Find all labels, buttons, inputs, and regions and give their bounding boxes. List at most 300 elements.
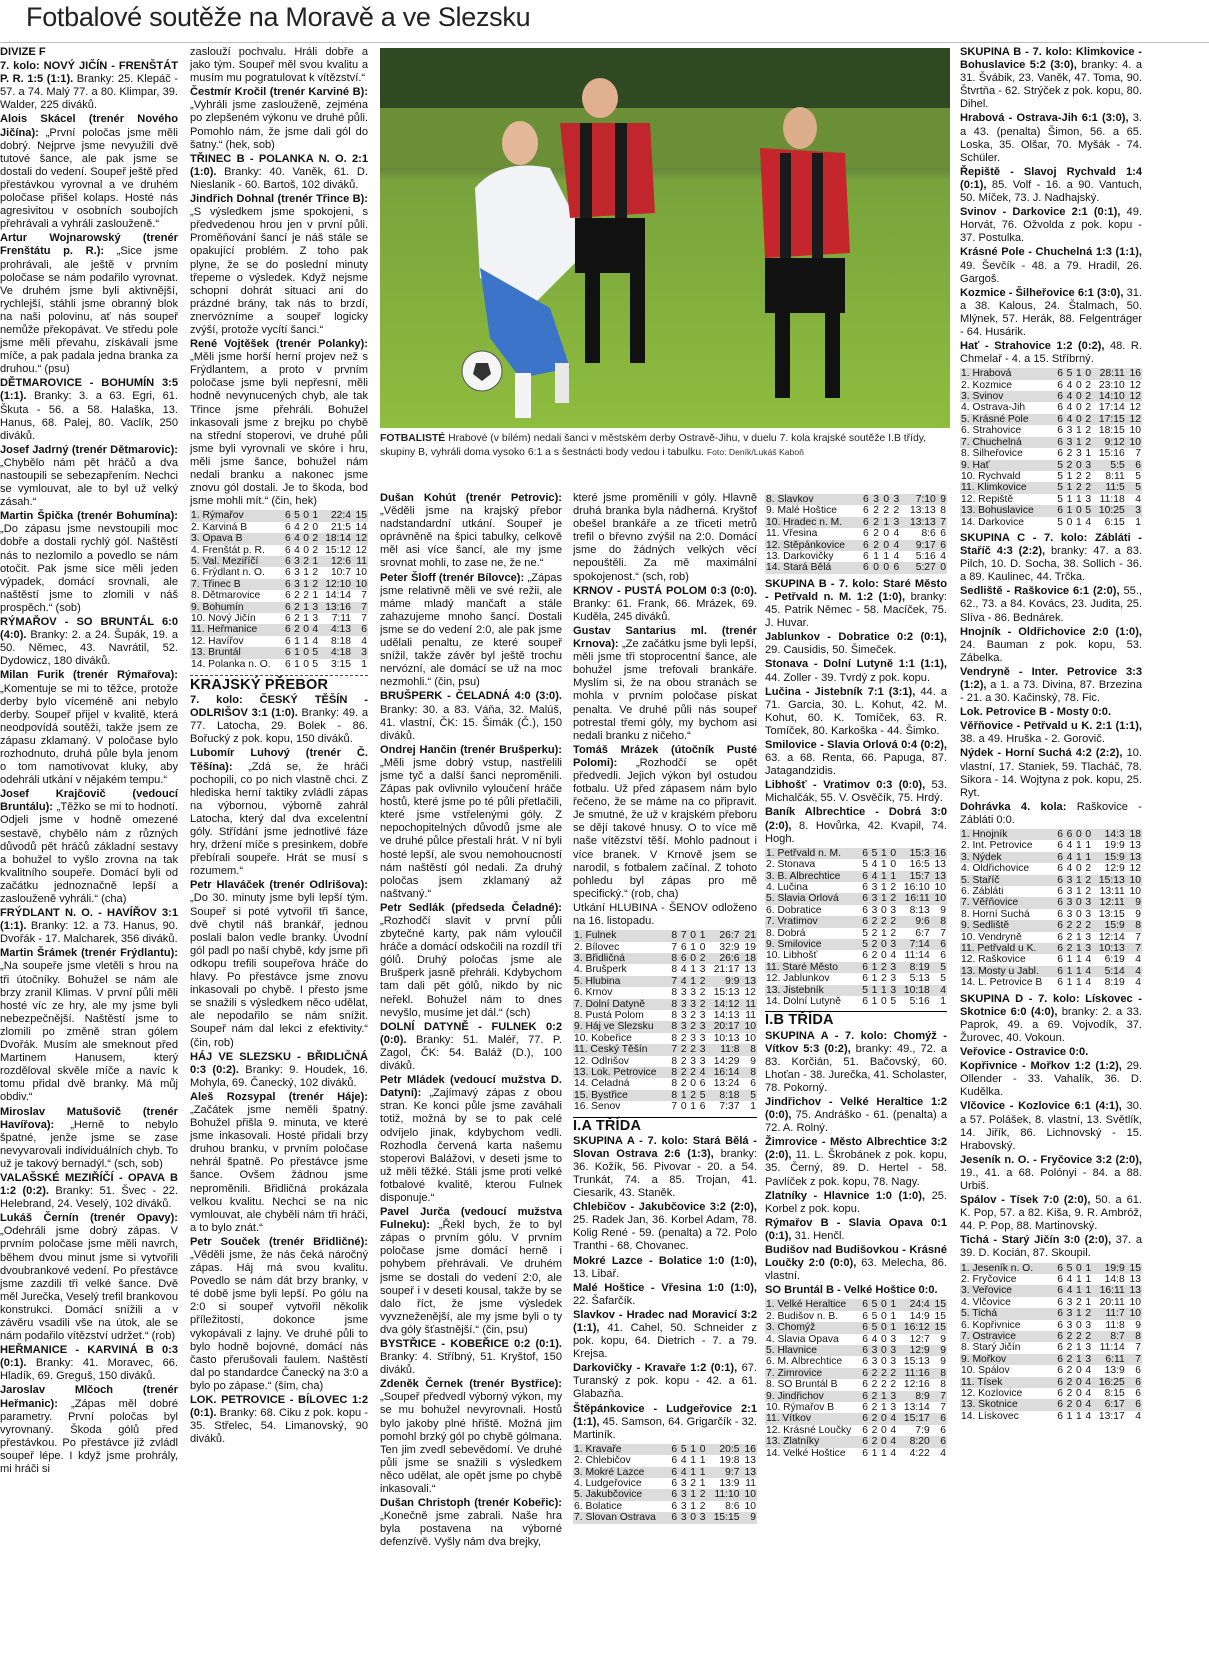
stat-cell: 6 — [1057, 977, 1063, 989]
stat-cell: 15 — [1126, 1263, 1142, 1274]
body-text: „Konečně jsme zabrali. Naše hra byla postavena na výborné defenzívě. Vyšly nám dva brejky, — [380, 1510, 562, 1549]
column-5-text — [765, 578, 947, 846]
stat-cell: 4 — [940, 1447, 946, 1459]
stat-cell: 4 — [890, 1447, 897, 1459]
stat-cell: 3 — [890, 517, 900, 528]
lead-text: Smilovice - Slavia Orlová 0:4 (0:2), — [765, 738, 947, 751]
lead-text: Slavkov - Hradec nad Moravicí 3:2 (1:1), — [573, 1308, 757, 1334]
table-divize-f — [190, 510, 368, 670]
article-paragraph — [380, 1338, 562, 1377]
body-text: „Herně to nebylo špatné, jenže jsme se zase nevyvarovali individuálních chyb. To už je takový bernadýl.“ (sch, sob) — [0, 1118, 178, 1170]
stat-cell: 2 — [871, 1424, 878, 1436]
table-row — [960, 943, 1142, 954]
stat-cell: 2 — [880, 973, 887, 985]
table-row — [960, 380, 1142, 391]
article-paragraph — [0, 669, 178, 787]
stat-cell: 6 — [283, 624, 292, 635]
stat-cell: 0 — [888, 848, 897, 859]
article-paragraph — [960, 626, 1142, 665]
stat-cell: 3 — [1085, 931, 1092, 943]
stat-cell: 8 — [671, 1078, 678, 1090]
table-row — [573, 999, 757, 1010]
stat-cell: 1 — [1083, 1263, 1092, 1274]
body-text: „Rozhodčí se opět předvedli. Jejich výkon byl ostudou fotbalu. Už před zápasem nám bylo řečeno, že se máme na co připravit. Je smutné, že už v krajském přeboru se dějí takové hnusy. O to více mě naše vítězství těší. Mohlo padnout i více branek. V Krnově jsem se narodil, s fotbalem začínal. Z tohoto pohledu byl zápas pro mě specifický.“ (rob, cha) — [573, 756, 757, 900]
lead-text: Vlčovice - Kozlovice 6:1 (4:1), — [960, 1100, 1122, 1113]
stat-cell: 2 — [678, 1044, 687, 1055]
stat-cell: 0 — [688, 953, 697, 964]
stat-cell: 6:15 — [1104, 516, 1125, 528]
article-paragraph — [573, 902, 757, 928]
stat-cell: 1 — [878, 893, 887, 904]
stat-cell: 6 — [1057, 908, 1063, 920]
article-paragraph — [380, 1497, 562, 1549]
stat-cell: 5 — [931, 962, 947, 973]
table-row — [765, 939, 947, 950]
stat-cell: 0 — [878, 1413, 887, 1424]
article-paragraph — [380, 744, 562, 901]
stat-cell: 2 — [303, 521, 309, 533]
table-row — [190, 579, 368, 590]
lead-text: SKUPINA D - 7. kolo: Lískovec - Skotnice 6:0 (4:0), — [960, 992, 1142, 1018]
stat-cell: 11:14 — [1099, 1342, 1125, 1354]
stat-cell: 3 — [888, 939, 897, 950]
team-name-cell: 7. Ostravice — [960, 1331, 1055, 1342]
stat-cell: 0 — [699, 941, 706, 953]
stat-cell: 0 — [1073, 1399, 1082, 1410]
stat-cell: 6 — [862, 1379, 868, 1391]
stat-cell: 10 — [934, 881, 946, 893]
stat-cell: 3 — [678, 1021, 687, 1032]
body-text: 49. Ševčík - 48. a 79. Hradil, 26. Gargoš. — [960, 259, 1142, 285]
table-row — [765, 494, 947, 505]
stat-cell: 4 — [1085, 977, 1092, 989]
lead-text: HEŘMANICE - KARVINÁ B 0:3 (0:1). — [0, 1344, 178, 1370]
stat-cell: 5 — [697, 1090, 706, 1101]
body-text: Branky: 41. Moravec, 66. Hladík, 69. Greguš, 150 diváků. — [0, 1357, 178, 1383]
stat-cell: 2 — [697, 976, 706, 987]
stat-cell: 2 — [1085, 425, 1092, 437]
stat-cell: 14:14 — [325, 590, 351, 602]
team-name-cell: 14. Dolní Lutyně — [766, 996, 841, 1007]
stat-cell: 5 — [890, 996, 897, 1007]
article-paragraph — [960, 706, 1142, 719]
stat-cell: 2 — [871, 927, 878, 939]
stat-cell: 14:29 — [713, 1055, 740, 1067]
caption-lead: FOTBALISTÉ — [380, 433, 446, 444]
stat-cell: 18:14 — [319, 533, 352, 544]
article-paragraph — [765, 1190, 947, 1216]
stat-cell: 8 — [931, 1368, 947, 1379]
lead-text: Jindřichov - Velké Heraltice 1:2 (0:0), — [765, 1095, 947, 1122]
team-name-cell: 11. Heřmanice — [190, 624, 283, 635]
table-row — [960, 437, 1142, 448]
stat-cell: 1 — [1066, 470, 1073, 482]
article-paragraph — [573, 1309, 757, 1361]
stat-cell: 6 — [862, 1402, 868, 1414]
stat-cell: 6 — [862, 1447, 868, 1459]
stat-cell: 3 — [680, 1500, 687, 1512]
stat-cell: 6 — [1057, 886, 1063, 898]
stat-cell: 0 — [878, 1345, 887, 1356]
stat-cell: 3 — [310, 602, 319, 613]
stat-cell: 1 — [690, 1500, 697, 1512]
table-row — [573, 1101, 757, 1112]
stat-cell: 3 — [1066, 425, 1073, 437]
lead-text: Čestmír Kročil (trenér Karviné B): — [190, 86, 368, 99]
table-row — [190, 590, 368, 601]
lead-text: RÝMAŘOV - SO BRUNTÁL 6:0 (4:0). — [0, 616, 178, 642]
stat-cell: 5:27 — [900, 562, 937, 573]
stat-cell: 2 — [873, 505, 879, 517]
stat-cell: 5 — [678, 1444, 687, 1455]
lead-text: Spálov - Tísek 7:0 (2:0), — [960, 1194, 1091, 1207]
article-paragraph — [960, 1154, 1142, 1193]
stat-cell: 0 — [688, 1512, 697, 1523]
stat-cell: 6 — [1055, 1285, 1064, 1296]
stat-cell: 0 — [690, 1078, 697, 1090]
article-paragraph — [380, 690, 562, 742]
lead-text: LOK. PETROVICE - BÍLOVEC 1:2 (0:1). — [190, 1394, 368, 1420]
body-text: Branky: 9. Houdek, 16. Mohyla, 69. Čanecký, 102 diváků. — [190, 1063, 368, 1089]
stat-cell: 12:9 — [897, 1345, 931, 1356]
stat-cell: 4 — [890, 540, 900, 551]
table-row — [190, 533, 368, 544]
team-name-cell: 14. Čeladná — [574, 1078, 630, 1090]
stat-cell: 1 — [690, 1101, 697, 1113]
stat-cell: 3 — [888, 1391, 897, 1402]
stat-cell: 0 — [1083, 368, 1092, 379]
stat-cell: 1 — [690, 964, 697, 976]
stat-cell: 11:16 — [897, 1368, 931, 1379]
stat-cell: 2 — [869, 916, 878, 927]
stat-cell: 0 — [303, 658, 309, 670]
stat-cell: 9 — [740, 1512, 757, 1523]
lead-text: Pavel Jurča (vedoucí mužstva Fulneku): — [380, 1206, 562, 1232]
stat-cell: 3 — [699, 1055, 706, 1067]
table-row — [573, 1044, 757, 1055]
stat-cell: 4 — [1085, 1410, 1092, 1422]
stat-cell: 2 — [697, 1489, 706, 1500]
team-name-cell: 5. Staříč — [960, 875, 1055, 886]
stat-cell: 16:12 — [897, 1322, 931, 1333]
table-row — [765, 517, 947, 528]
stat-cell: 1 — [1083, 852, 1092, 863]
stat-cell: 8 — [940, 505, 946, 517]
body-text: 10. vlastní, 17. Staniek, 59. Tlacháč, 78. Sikora - 14. Wojtyna z pok. kopu, 25. Ryt. — [960, 747, 1142, 799]
stat-cell: 19:9 — [1092, 1263, 1126, 1274]
article-paragraph — [960, 340, 1142, 366]
table-row — [190, 602, 368, 613]
stat-cell: 0 — [880, 1310, 887, 1322]
article-paragraph — [573, 625, 757, 743]
table-row — [960, 1308, 1142, 1319]
stat-cell: 1 — [880, 881, 887, 893]
lead-text: Malé Hoštice - Vřesina 1:0 (1:0), — [573, 1281, 757, 1294]
article-paragraph — [573, 585, 757, 624]
stat-cell: 17:15 — [1092, 414, 1126, 425]
article-paragraph — [960, 720, 1142, 746]
body-text: které jsme proměnili v góly. Hlavně druhá branka byla nádherná. Kryštof obešel brankáře a ze třiceti metrů trefil o břevno zvýšil na 2:0. Domácí jsme do žádných velkých věcí nepouštěli. Za mě maximální spokojenost.“ (sch, rob) — [573, 492, 757, 583]
team-name-cell: 5. Tichá — [960, 1308, 1055, 1319]
stat-cell: 12:10 — [319, 579, 352, 590]
article-paragraph — [380, 572, 562, 690]
stat-cell: 15:17 — [897, 1413, 931, 1424]
team-name-cell: 12. Havířov — [191, 635, 244, 647]
lead-text: Alois Skácel (trenér Nového Jičína): — [0, 113, 178, 139]
stat-cell: 11 — [745, 1478, 756, 1490]
stat-cell: 4 — [1135, 493, 1141, 505]
lead-text: Martin Šrámek (trenér Frýdlantu): — [0, 947, 178, 960]
table-row — [960, 1274, 1142, 1285]
article-paragraph — [190, 1394, 368, 1446]
body-text: 24. Bauman z pok. kopu, 53. Zábelka. — [960, 638, 1142, 664]
column-2-krajsky — [190, 694, 368, 1446]
stat-cell: 13 — [740, 1467, 757, 1478]
stat-cell: 7 — [1135, 931, 1141, 943]
stat-cell: 13 — [934, 859, 946, 871]
stat-cell: 1 — [1073, 1285, 1082, 1296]
table-ib-skupina-b — [960, 368, 1142, 528]
body-text: „Věděli jsme, že nás čeká náročný zápas. Háj má svou kvalitu. Povedlo se nám dát brzy branky, v té době jsme byli lepší. Po gólu na 2:0 si soupeř vytvořil několik příležitostí, dokonce jsme vykopávali z lajny. Ve druhé půli to bylo hodně bojovné, domácí nás často přerušovali faulem. Naštěstí dal po standardce Čanecký na 3:0 a bylo po zápase.“ (šim, cha) — [190, 1249, 368, 1392]
stat-cell: 6 — [1055, 1308, 1064, 1319]
body-text: „První poločas jsme měli dobrý. Nejprve jsme nevyužili dvě tutové šance, ale pak jsme se dostali do vedení. Soupeř ještě před přestávkou vyrovnal a ve druhém poločase přišel kolaps. Hosté nás agresivitou v osobních soubojích přehrávali a vyhráli zaslouženě.“ — [0, 126, 178, 231]
body-text: branky: 4. a 31. Švábik, 23. Vaněk, 47. Toma, 90. Štvrtňa - 62. Strýček z pok. kopu, 80. Dihel. — [960, 59, 1142, 111]
body-text: branky: 45. Patrik Němec - 58. Macíček, 75. J. Huvar. — [765, 590, 947, 630]
lead-text: Věřňovice - Petřvald u K. 2:1 (1:1), — [960, 720, 1142, 733]
table-row — [960, 494, 1142, 505]
stat-cell: 1 — [1085, 840, 1092, 852]
stat-cell: 6 — [1055, 391, 1064, 402]
stat-cell: 26:6 — [706, 953, 740, 964]
stat-cell: 0 — [880, 1424, 887, 1436]
lead-text: Sedliště - Raškovice 6:1 (2:0), — [960, 585, 1120, 598]
stat-cell: 2 — [303, 590, 309, 602]
section-title-krajsky-prebor: KRAJSKÝ PŘEBOR — [190, 676, 329, 693]
stat-cell: 6 — [352, 624, 368, 635]
lead-text: SKUPINA B - 7. kolo: Klimkovice - Bohuslavice 5:2 (3:0), — [960, 46, 1142, 72]
body-text: „Měli jsme dobrý vstup, nastřelili jsme tyč a další šanci neproměnili. Zápas pak ovlivnilo vyloučení hráče hostů, které jsme po té půli přetlačili, které jsme vstřelenými góly. Z nepochopitelných důvodů jsme ale ve druhé půlce přestali hrát. V ní byli hosté lepší, ale svou nemohoucností nám naštěstí gól nedali. Za druhý poločas jsem zklamaný až naštvaný.“ — [380, 756, 562, 900]
table-row — [765, 905, 947, 916]
stat-cell: 0 — [880, 1333, 887, 1345]
stat-cell: 8:7 — [1092, 1331, 1126, 1342]
lead-text: Petr Hlaváček (trenér Odlrišova): — [190, 879, 368, 892]
lead-text: Dušan Christoph (trenér Kobeřic): — [380, 1497, 562, 1510]
stat-cell: 2 — [697, 999, 706, 1010]
team-name-cell: 5. Krásné Pole — [960, 414, 1055, 425]
stat-cell: 10:25 — [1092, 505, 1126, 516]
article-paragraph — [765, 1030, 947, 1095]
stat-cell: 3 — [1083, 1354, 1092, 1365]
body-text: 8. Hovůrka, 42. Kvapil, 74. Hogh. — [765, 819, 947, 845]
stat-cell: 4 — [312, 635, 319, 647]
stat-cell: 6 — [860, 848, 869, 859]
stat-cell: 4 — [1064, 391, 1073, 402]
stat-cell: 1 — [690, 941, 697, 953]
lead-text: Josef Jadrný (trenér Dětmarovic): — [0, 443, 178, 456]
stat-cell: 0 — [880, 996, 887, 1007]
stat-cell: 12:7 — [909, 1333, 930, 1345]
stat-cell: 10 — [1129, 1296, 1141, 1308]
stat-cell: 6 — [860, 517, 870, 528]
stat-cell: 5 — [1083, 505, 1092, 516]
body-text: „Chybělo nám pět hráčů a dva nastoupili se sebezapřením. Nechci se vymlouvat, ale to byl už velký zásah.“ — [0, 456, 178, 509]
stat-cell: 22:4 — [319, 510, 352, 521]
stat-cell: 13:16 — [319, 602, 352, 613]
body-text: „Těžko se mi to hodnotí. Odjeli jsme v hodně omezené sestavě, chybělo nám z různých důvodů pět hráčů základní sestavy a bohužel to vyšlo zrovna na tak kvalitního soupeře. Domácí byli od začátku jednoznačně lepší a zaslouženě vyhráli.“ (cha) — [0, 801, 178, 905]
lead-text: TŘINEC B - POLANKA N. O. 2:1 (1:0). — [190, 152, 368, 178]
team-name-cell: 12. Odlrišov — [574, 1055, 629, 1067]
stat-cell: 2 — [1085, 470, 1092, 482]
stat-cell: 20:17 — [706, 1021, 740, 1032]
team-name-cell: 16. Šenov — [574, 1101, 621, 1113]
stat-cell: 2 — [301, 556, 310, 567]
body-text: zaslouží pochvalu. Hráli dobře a jako tým. Soupeř měl svou kvalitu a musím mu pogratulovat k vítězství.“ — [190, 46, 368, 85]
stat-cell: 32:9 — [719, 941, 740, 953]
stat-cell: 13 — [1126, 1285, 1142, 1296]
team-name-cell: 1. Hrabová — [960, 368, 1055, 379]
team-name-cell: 1. Kravaře — [573, 1444, 669, 1455]
team-name-cell: 6. Bolatice — [574, 1500, 623, 1512]
body-text: „Zdá se, že hráči pochopili, co po nich vlastně chci. Z hlediska herní taktiky zvládli zápas na výbornou, výborně zahrál Latocha, který dal dva excelentní góly. Střídání jsme jednotlivé fáze hry, držení míče s presinkem, dobře přebírali soupeře. Hrát se musí s rozumem.“ — [190, 760, 368, 878]
stat-cell: 6 — [671, 1455, 678, 1467]
stat-cell: 0 — [312, 521, 319, 533]
stat-cell: 7:11 — [331, 612, 351, 624]
stat-cell: 4 — [1085, 954, 1092, 966]
stat-cell: 0 — [1075, 379, 1082, 391]
team-name-cell: 3. B. Albrechtice — [765, 871, 860, 882]
body-text: 29. Ollender - 33. Vahalík, 36. D. Kudělka. — [960, 1060, 1142, 1099]
stat-cell: 3 — [1066, 908, 1073, 920]
team-name-cell: 6. Zábláti — [961, 886, 1004, 898]
stat-cell: 2 — [890, 927, 897, 939]
stat-cell: 4 — [1135, 1410, 1141, 1422]
table-row — [765, 1322, 947, 1333]
stat-cell: 12 — [1129, 863, 1141, 875]
table-row — [960, 920, 1142, 931]
stat-cell: 1 — [1135, 516, 1141, 528]
stat-cell: 4 — [1135, 954, 1141, 966]
table-row — [960, 1297, 1142, 1308]
table-row — [765, 916, 947, 927]
team-name-cell: 1. Jeseník n. O. — [960, 1263, 1055, 1274]
lead-text: DĚTMAROVICE - BOHUMÍN 3:5 (1:1). — [0, 377, 178, 403]
team-name-cell: 13. Darkovičky — [766, 551, 834, 563]
team-name-cell: 5. Slavia Orlová — [765, 893, 860, 904]
team-name-cell: 13. Zlatníky — [765, 1436, 860, 1447]
table-row — [573, 1056, 757, 1067]
lead-text: FRÝDLANT N. O. - HAVÍŘOV 3:1 (1:1). — [0, 907, 178, 933]
stat-cell: 19 — [744, 941, 756, 953]
table-row — [765, 1448, 947, 1459]
lead-text: Darkovičky - Kravaře 1:2 (0:1), — [573, 1362, 738, 1375]
team-name-cell: 14. Lískovec — [961, 1410, 1019, 1422]
stat-cell: 15 — [934, 1310, 946, 1322]
stat-cell: 4 — [871, 1333, 878, 1345]
stat-cell: 11 — [740, 999, 757, 1010]
body-text: „S výsledkem jsme spokojeni, s předvedenou hrou jen v první půli. Proměňování šancí je náš stále se opakující problém. Z toho pak plyne, že se do poslední minuty třepeme o výsledek. Když nejsme schopni dohrát situaci ani do prázdné brány, tak nás to brzdí, znervózníme a soupeř logicky zvýší, protože vycítí šanci.“ — [190, 206, 368, 336]
stat-cell: 6 — [860, 962, 869, 973]
stat-cell: 2 — [1085, 379, 1092, 391]
article-paragraph — [0, 616, 178, 668]
team-name-cell: 3. Mokré Lazce — [573, 1467, 669, 1478]
table-row — [573, 1090, 757, 1101]
team-name-cell: 10. Rychvald — [961, 470, 1021, 482]
stat-cell: 6 — [283, 579, 292, 590]
article-paragraph — [765, 686, 947, 738]
stat-cell: 8 — [671, 1032, 678, 1044]
stat-cell: 6 — [1055, 414, 1064, 425]
lead-text: Štěpánkovice - Ludgeřovice 2:1 (1:1), — [573, 1402, 757, 1428]
team-name-cell: 10. Spálov — [961, 1365, 1010, 1377]
section-heading — [0, 46, 178, 59]
team-name-cell: 13. Skotnice — [960, 1399, 1055, 1410]
team-name-cell: 11. Vítkov — [765, 1413, 860, 1424]
stat-cell: 10 — [931, 893, 947, 904]
stat-cell: 6 — [699, 1101, 706, 1113]
stat-cell: 8:15 — [1104, 1388, 1125, 1400]
stat-cell: 6 — [862, 973, 868, 985]
stat-cell: 6 — [1057, 1296, 1063, 1308]
stat-cell: 5 — [862, 927, 868, 939]
stat-cell: 2 — [690, 1009, 697, 1021]
stat-cell: 6 — [860, 1345, 869, 1356]
stat-cell: 4 — [890, 1424, 897, 1436]
table-row — [960, 1399, 1142, 1410]
lead-text: Lukáš Černín (trenér Opavy): — [0, 1212, 178, 1225]
stat-cell: 6 — [283, 647, 292, 658]
team-name-cell: 8. SO Bruntál B — [766, 1379, 838, 1391]
stat-cell: 8 — [671, 987, 678, 999]
stat-cell: 6 — [284, 590, 291, 602]
body-text: Branky: 61. Frank, 66. Mrázek, 69. Kudělа, 245 diváků. — [573, 597, 757, 623]
stat-cell: 9 — [940, 1333, 946, 1345]
stat-cell: 8 — [1126, 920, 1142, 931]
stat-cell: 3 — [1064, 437, 1073, 448]
table-row — [765, 848, 947, 859]
table-row — [960, 402, 1142, 413]
stat-cell: 1 — [878, 1391, 887, 1402]
article-paragraph — [960, 993, 1142, 1045]
stat-cell: 6 — [862, 996, 868, 1007]
stat-cell: 13:17 — [1098, 1410, 1125, 1422]
stat-cell: 3 — [1085, 1342, 1092, 1354]
team-name-cell: 7. Třinec B — [190, 579, 283, 590]
stat-cell: 1 — [871, 996, 878, 1007]
stat-cell: 2 — [1085, 402, 1092, 414]
stat-cell: 6 — [283, 556, 292, 567]
body-text: Branky: 49. a 77. Latocha, 29. Bolek - 86. Bořucký z pok. kopu, 150 diváků. — [190, 707, 368, 746]
stat-cell: 5 — [940, 973, 946, 985]
body-text: Branky: 30. a 83. Váňa, 32. Malúš, 41. vlastní, ČK: 15. Šimák (Č.), 150 diváků. — [380, 703, 562, 742]
stat-cell: 2 — [1073, 1331, 1082, 1342]
stat-cell: 1 — [310, 510, 319, 521]
stat-cell: 13 — [744, 1455, 756, 1467]
stat-cell: 4 — [1066, 402, 1073, 414]
stat-cell: 4:13 — [319, 624, 352, 635]
lead-text: Petr Mládek (vedoucí mužstva D. Datyní): — [380, 1074, 562, 1100]
stat-cell: 1 — [880, 517, 890, 528]
stat-cell: 1 — [880, 1447, 887, 1459]
stat-cell: 2 — [1075, 1296, 1082, 1308]
article-paragraph — [960, 1194, 1142, 1233]
stat-cell: 0 — [1073, 460, 1082, 471]
stat-cell: 7:9 — [915, 1424, 930, 1436]
stat-cell: 8 — [669, 1067, 678, 1078]
stat-cell: 0 — [880, 904, 887, 916]
stat-cell: 6 — [862, 1356, 868, 1368]
stat-cell: 1 — [688, 1444, 697, 1455]
stat-cell: 13 — [744, 964, 756, 976]
